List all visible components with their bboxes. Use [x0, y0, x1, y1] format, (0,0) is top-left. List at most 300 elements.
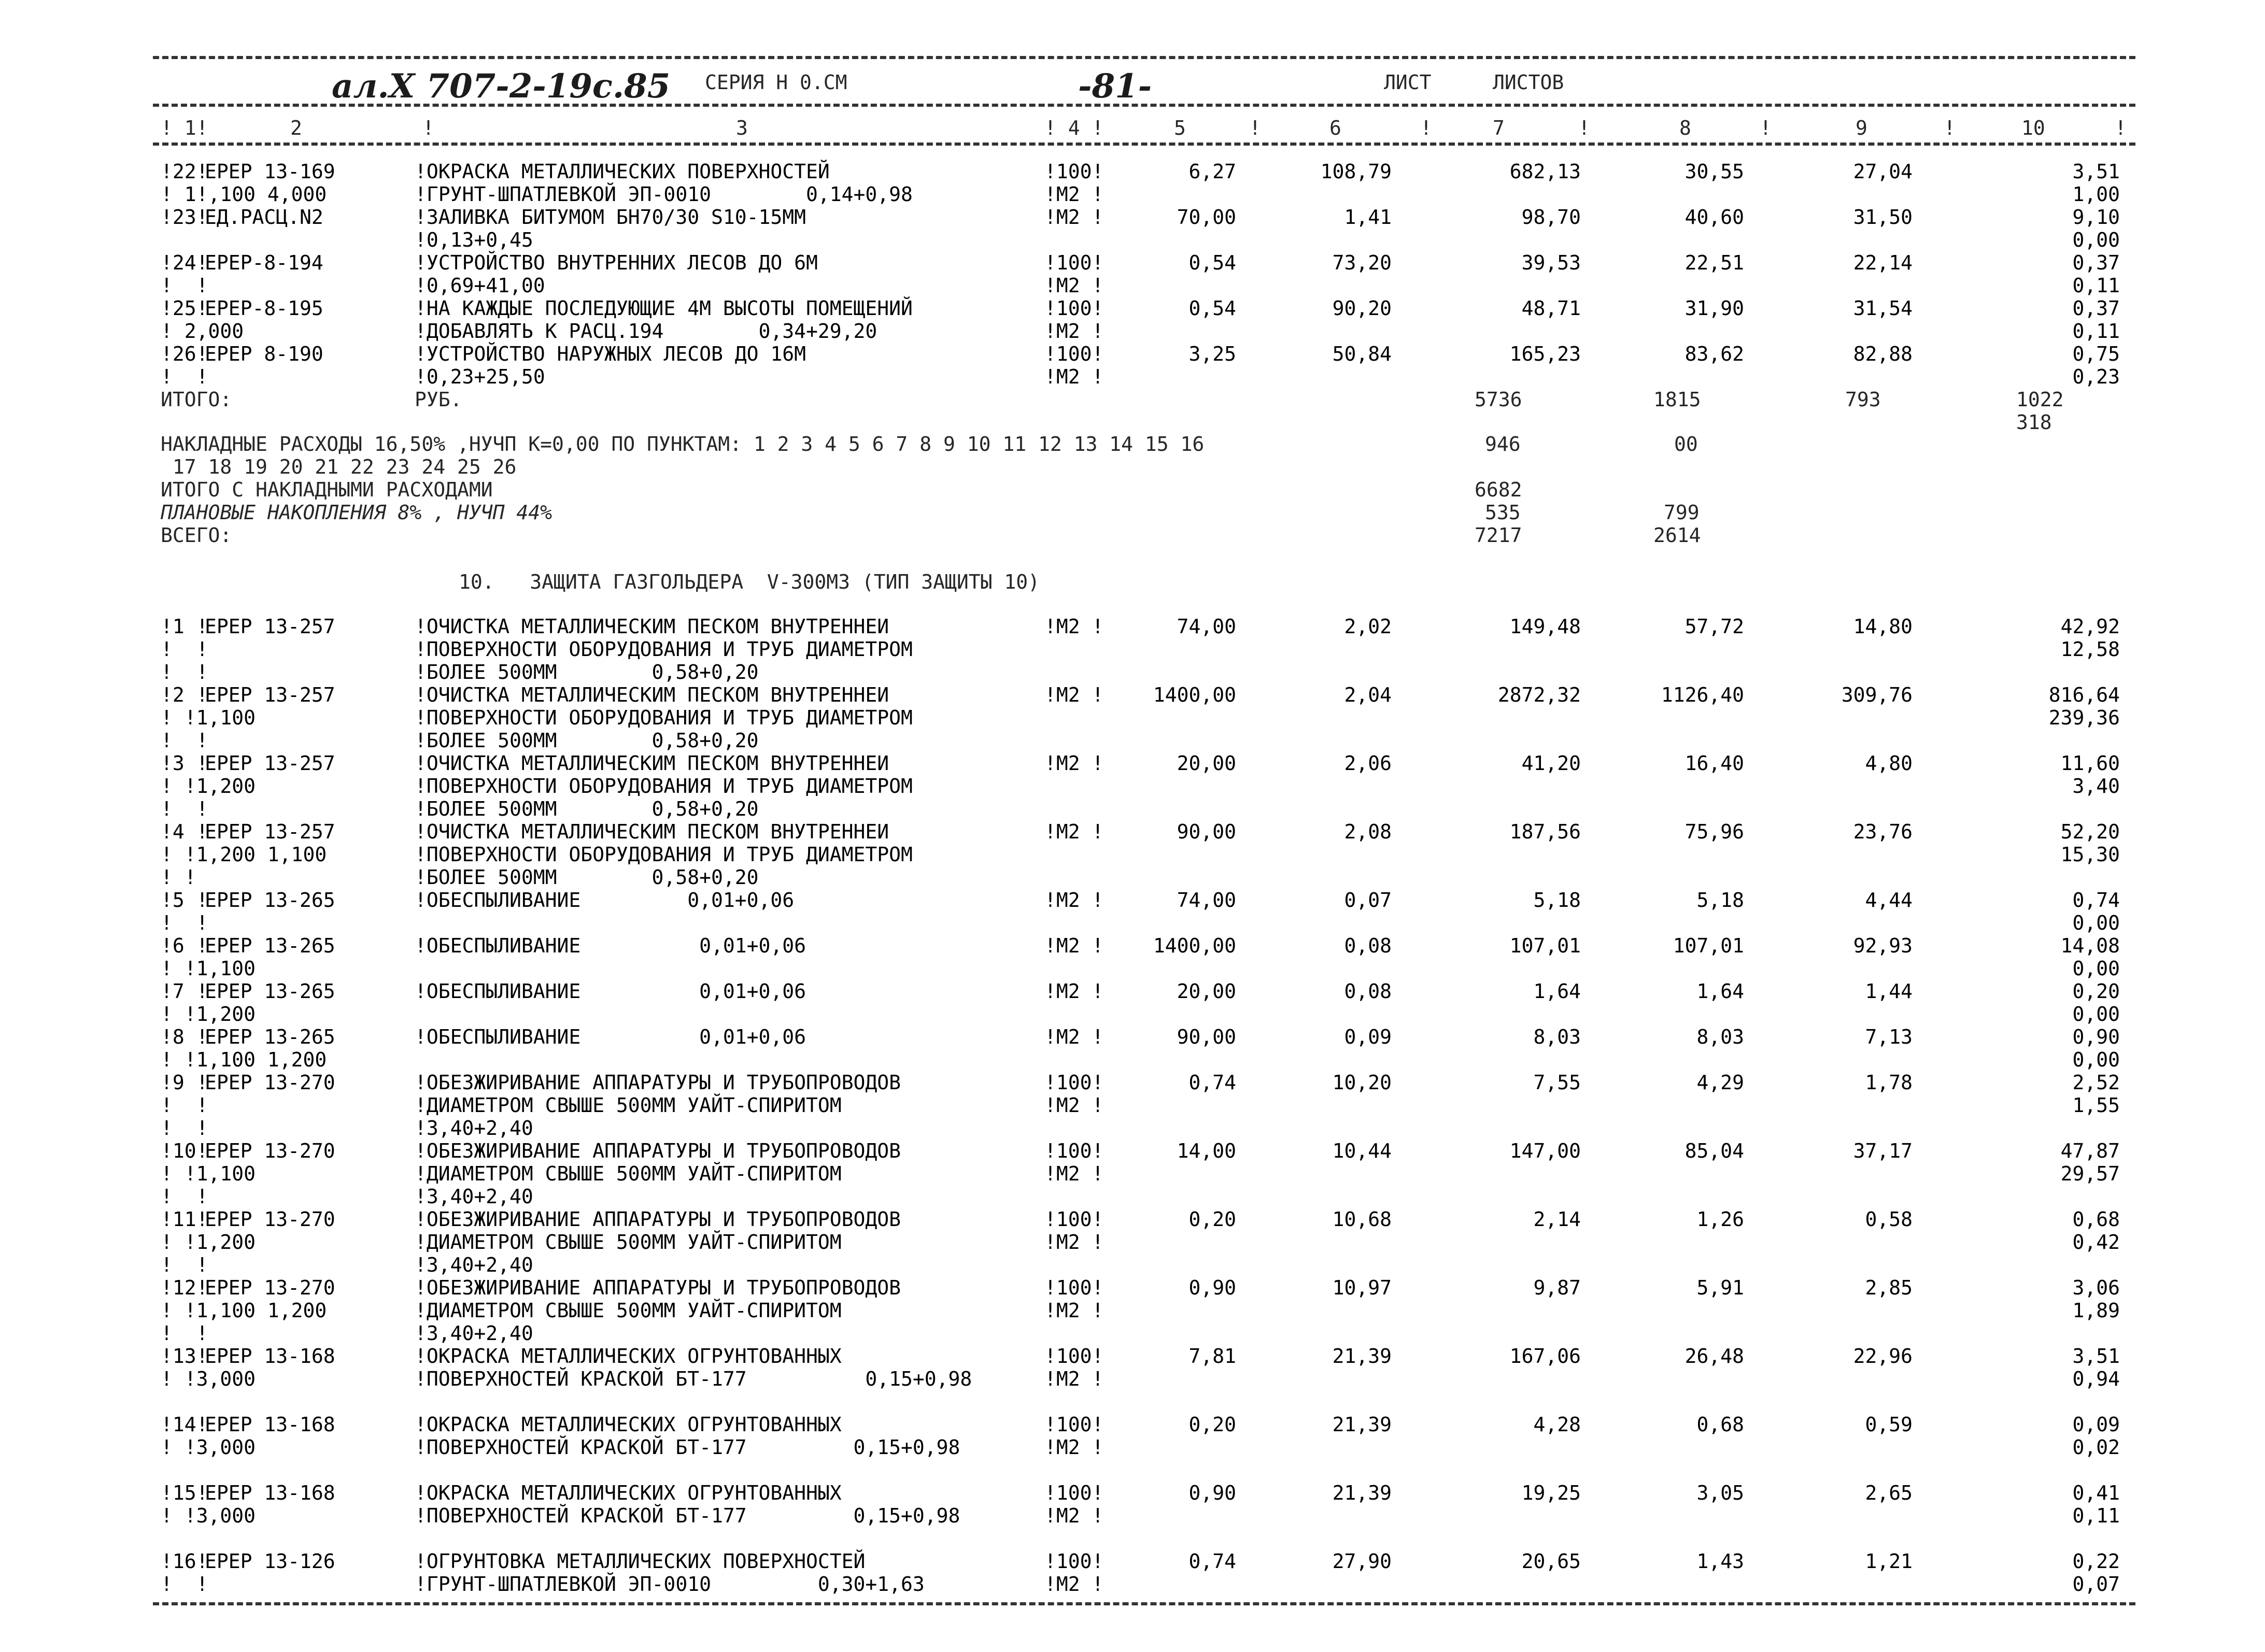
wages: 85,04: [1684, 1140, 1744, 1162]
overhead-line1: НАКЛАДНЫЕ РАСХОДЫ 16,50% ,НУЧП К=0,00 ПО ПУНКТАМ: 1 2 3 4 5 6 7 8 9 10 11 12 13 14 15 16: [161, 433, 1205, 455]
quantity: 1400,00: [1153, 934, 1236, 957]
row-number: !14!: [161, 1413, 208, 1436]
unit: !100!: [1044, 1482, 1104, 1504]
row-number: !22!: [161, 160, 208, 183]
machine-cost: 2,65: [1865, 1482, 1913, 1504]
unit: !М2 !: [1044, 752, 1104, 775]
unit-cost: 2,08: [1344, 820, 1392, 843]
work-description: !УСТРОЙСТВО НАРУЖНЫХ ЛЕСОВ ДО 16М: [415, 343, 806, 365]
machine-wages: 3,06: [2072, 1276, 2120, 1299]
unit-2: !М2 !: [1044, 1094, 1104, 1117]
itogo-label: ИТОГО:: [161, 388, 232, 411]
unit-cost: 10,97: [1332, 1276, 1392, 1299]
machine-wages-2: 0,00: [2072, 912, 2120, 934]
row-number: !1 !: [161, 615, 208, 638]
machine-wages: 0,41: [2072, 1482, 2120, 1504]
work-description: !ЗАЛИВКА БИТУМОМ БН70/30 S10-15ММ: [415, 206, 806, 229]
machine-cost: 0,58: [1865, 1208, 1913, 1231]
machine-wages-2: 15,30: [2060, 843, 2120, 866]
work-description: !НА КАЖДЫЕ ПОСЛЕДУЮЩИЕ 4М ВЫСОТЫ ПОМЕЩЕНИЙ: [415, 297, 913, 320]
machine-wages: 3,51: [2072, 160, 2120, 183]
rate-code: ЕРЕР-8-195: [205, 297, 323, 320]
wages: 31,90: [1684, 297, 1744, 320]
total-cost: 9,87: [1533, 1276, 1581, 1299]
column-number-rule: [153, 143, 2135, 146]
quantity: 0,54: [1188, 251, 1236, 274]
unit-cost: 10,44: [1332, 1140, 1392, 1162]
itogo-col9: 793: [1845, 388, 1881, 411]
wages: 26,48: [1684, 1345, 1744, 1368]
quantity: 74,00: [1177, 889, 1236, 912]
plan-label: ПЛАНОВЫЕ НАКОПЛЕНИЯ 8% , НУЧП 44%: [161, 501, 552, 524]
unit: !100!: [1044, 1140, 1104, 1162]
unit-cost: 10,68: [1332, 1208, 1392, 1231]
unit-2: !М2 !: [1044, 1162, 1104, 1185]
rate-code-extra: ! !: [161, 1117, 208, 1140]
work-description: !ОБЕСПЫЛИВАНИЕ 0,01+0,06: [415, 934, 806, 957]
total-cost: 149,48: [1509, 615, 1581, 638]
rate-code: ЕРЕР 13-168: [205, 1345, 335, 1368]
machine-wages: 0,20: [2072, 980, 2120, 1003]
rate-code-modifier: ! 1!,100 4,000: [161, 183, 327, 206]
unit-2: !М2 !: [1044, 1299, 1104, 1322]
row-number: !11!: [161, 1208, 208, 1231]
unit-2: !М2 !: [1044, 365, 1104, 388]
overhead-col7: 946: [1485, 433, 1521, 455]
itogo-col8: 1815: [1653, 388, 1701, 411]
column-number: !: [1760, 117, 1772, 139]
quantity: 90,00: [1177, 1026, 1236, 1048]
machine-cost: 1,21: [1865, 1550, 1913, 1573]
total-cost: 2872,32: [1497, 683, 1581, 706]
work-description-2: !0,69+41,00: [415, 274, 545, 297]
total-cost: 98,70: [1521, 206, 1581, 229]
rate-code-extra: ! !: [161, 729, 208, 752]
unit: !М2 !: [1044, 206, 1104, 229]
column-number: 7: [1493, 117, 1505, 139]
rate-code: ЕРЕР 13-126: [205, 1550, 335, 1573]
rate-code-modifier: ! !1,200: [161, 775, 256, 797]
unit-cost: 1,41: [1344, 206, 1392, 229]
rate-code-modifier: ! !1,100 1,200: [161, 1299, 327, 1322]
machine-wages-2: 0,23: [2072, 365, 2120, 388]
work-description-2: !ДИАМЕТРОМ СВЫШЕ 500ММ УАЙТ-СПИРИТОМ: [415, 1094, 842, 1117]
unit: !М2 !: [1044, 1026, 1104, 1048]
unit: !М2 !: [1044, 615, 1104, 638]
machine-wages-2: 0,00: [2072, 1003, 2120, 1026]
column-number: ! 1!: [161, 117, 208, 139]
work-description-2: !ПОВЕРХНОСТИ ОБОРУДОВАНИЯ И ТРУБ ДИАМЕТРОМ: [415, 638, 913, 661]
machine-cost: 2,85: [1865, 1276, 1913, 1299]
machine-wages: 0,74: [2072, 889, 2120, 912]
unit-cost: 27,90: [1332, 1550, 1392, 1573]
work-description-2: !ПОВЕРХНОСТИ ОБОРУДОВАНИЯ И ТРУБ ДИАМЕТРОМ: [415, 706, 913, 729]
sheet-label: ЛИСТ: [1384, 71, 1432, 94]
unit: !100!: [1044, 1550, 1104, 1573]
with-overhead-col7: 6682: [1475, 478, 1522, 501]
column-number: 2: [290, 117, 302, 139]
unit: !100!: [1044, 1413, 1104, 1436]
rate-code-modifier: ! !: [161, 365, 208, 388]
machine-wages: 0,22: [2072, 1550, 2120, 1573]
top-rule: [153, 56, 2135, 59]
machine-wages-2: 1,00: [2072, 183, 2120, 206]
wages: 1,64: [1696, 980, 1744, 1003]
unit: !100!: [1044, 1345, 1104, 1368]
work-description-3: !БОЛЕЕ 500ММ 0,58+0,20: [415, 661, 759, 683]
total-cost: 48,71: [1521, 297, 1581, 320]
rate-code-modifier: ! !: [161, 1573, 208, 1596]
unit-2: !М2 !: [1044, 1573, 1104, 1596]
quantity: 0,54: [1188, 297, 1236, 320]
column-number: !: [422, 117, 434, 139]
quantity: 74,00: [1177, 615, 1236, 638]
work-description-3: !3,40+2,40: [415, 1185, 533, 1208]
rate-code: ЕРЕР 13-168: [205, 1482, 335, 1504]
unit-cost: 0,08: [1344, 980, 1392, 1003]
wages: 5,91: [1696, 1276, 1744, 1299]
plan-col8: 799: [1664, 501, 1700, 524]
machine-wages: 0,90: [2072, 1026, 2120, 1048]
row-number: !2 !: [161, 683, 208, 706]
machine-wages-2: 239,36: [2048, 706, 2120, 729]
unit-cost: 108,79: [1320, 160, 1392, 183]
work-description: !ОЧИСТКА МЕТАЛЛИЧЕСКИМ ПЕСКОМ ВНУТРЕННЕИ: [415, 683, 889, 706]
quantity: 7,81: [1188, 1345, 1236, 1368]
rate-code-modifier: ! !1,200: [161, 1003, 256, 1026]
total-cost: 167,06: [1509, 1345, 1581, 1368]
section-title: 10. ЗАЩИТА ГАЗГОЛЬДЕРА V-300М3 (ТИП ЗАЩИТЫ 10): [459, 571, 1040, 593]
unit-cost: 2,02: [1344, 615, 1392, 638]
rate-code-modifier: ! !3,000: [161, 1436, 256, 1459]
machine-wages-2: 0,11: [2072, 1504, 2120, 1527]
row-number: !26!: [161, 343, 208, 365]
wages: 57,72: [1684, 615, 1744, 638]
work-description: !ОЧИСТКА МЕТАЛЛИЧЕСКИМ ПЕСКОМ ВНУТРЕННЕИ: [415, 752, 889, 775]
rate-code-modifier: ! !3,000: [161, 1504, 256, 1527]
unit-2: !М2 !: [1044, 183, 1104, 206]
work-description-3: !3,40+2,40: [415, 1254, 533, 1276]
work-description: !ОБЕСПЫЛИВАНИЕ 0,01+0,06: [415, 889, 795, 912]
unit: !100!: [1044, 160, 1104, 183]
unit-2: !М2 !: [1044, 1368, 1104, 1390]
quantity: 20,00: [1177, 980, 1236, 1003]
work-description-2: !ПОВЕРХНОСТИ ОБОРУДОВАНИЯ И ТРУБ ДИАМЕТРОМ: [415, 775, 913, 797]
work-description-3: !БОЛЕЕ 500ММ 0,58+0,20: [415, 797, 759, 820]
unit-2: !М2 !: [1044, 320, 1104, 343]
row-number: !16!: [161, 1550, 208, 1573]
rate-code: ЕРЕР 13-168: [205, 1413, 335, 1436]
column-number: 10: [2021, 117, 2045, 139]
row-number: !3 !: [161, 752, 208, 775]
wages: 4,29: [1696, 1071, 1744, 1094]
overhead-line2: 17 18 19 20 21 22 23 24 25 26: [161, 455, 517, 478]
row-number: !8 !: [161, 1026, 208, 1048]
machine-wages: 0,09: [2072, 1413, 2120, 1436]
rate-code-modifier: ! !3,000: [161, 1368, 256, 1390]
work-description-3: !3,40+2,40: [415, 1322, 533, 1345]
wages: 30,55: [1684, 160, 1744, 183]
work-description: !ОЧИСТКА МЕТАЛЛИЧЕСКИМ ПЕСКОМ ВНУТРЕННЕИ: [415, 820, 889, 843]
machine-cost: 0,59: [1865, 1413, 1913, 1436]
machine-wages-2: 0,00: [2072, 957, 2120, 980]
work-description-2: !ПОВЕРХНОСТЕЙ КРАСКОЙ БТ-177 0,15+0,98: [415, 1368, 972, 1390]
rate-code: ЕРЕР 13-270: [205, 1208, 335, 1231]
column-number: 8: [1679, 117, 1691, 139]
wages: 1126,40: [1661, 683, 1744, 706]
work-description: !ОБЕЗЖИРИВАНИЕ АППАРАТУРЫ И ТРУБОПРОВОДОВ: [415, 1140, 901, 1162]
rate-code-extra: ! !: [161, 1254, 208, 1276]
machine-cost: 4,80: [1865, 752, 1913, 775]
rate-code-modifier: ! !: [161, 638, 208, 661]
unit-cost: 2,04: [1344, 683, 1392, 706]
total-cost: 7,55: [1533, 1071, 1581, 1094]
machine-wages: 14,08: [2060, 934, 2120, 957]
work-description: !ОЧИСТКА МЕТАЛЛИЧЕСКИМ ПЕСКОМ ВНУТРЕННЕИ: [415, 615, 889, 638]
quantity: 0,20: [1188, 1413, 1236, 1436]
quantity: 20,00: [1177, 752, 1236, 775]
machine-cost: 309,76: [1841, 683, 1913, 706]
quantity: 0,90: [1188, 1482, 1236, 1504]
wages: 22,51: [1684, 251, 1744, 274]
unit: !М2 !: [1044, 820, 1104, 843]
machine-wages: 0,37: [2072, 297, 2120, 320]
rate-code: ЕРЕР 13-270: [205, 1071, 335, 1094]
row-number: !10!: [161, 1140, 208, 1162]
column-number: !: [1420, 117, 1432, 139]
machine-cost: 23,76: [1853, 820, 1913, 843]
quantity: 3,25: [1188, 343, 1236, 365]
column-number: !: [1249, 117, 1261, 139]
rate-code: ЕРЕР 13-270: [205, 1140, 335, 1162]
machine-cost: 31,54: [1853, 297, 1913, 320]
work-description: !ОКРАСКА МЕТАЛЛИЧЕСКИХ ПОВЕРХНОСТЕЙ: [415, 160, 830, 183]
work-description: !УСТРОЙСТВО ВНУТРЕННИХ ЛЕСОВ ДО 6М: [415, 251, 818, 274]
unit: !М2 !: [1044, 934, 1104, 957]
rate-code: ЕРЕР 13-270: [205, 1276, 335, 1299]
overhead-col8: 00: [1674, 433, 1698, 455]
table-row: [0, 1551, 2265, 1634]
machine-wages-2: 0,02: [2072, 1436, 2120, 1459]
column-number: 9: [1856, 117, 1867, 139]
work-description-2: !ДИАМЕТРОМ СВЫШЕ 500ММ УАЙТ-СПИРИТОМ: [415, 1299, 842, 1322]
machine-cost: 27,04: [1853, 160, 1913, 183]
work-description-2: !ГРУНТ-ШПАТЛЕВКОЙ ЭП-0010 0,14+0,98: [415, 183, 913, 206]
quantity: 0,74: [1188, 1071, 1236, 1094]
work-description-3: !3,40+2,40: [415, 1117, 533, 1140]
machine-wages: 52,20: [2060, 820, 2120, 843]
machine-wages-2: 3,40: [2072, 775, 2120, 797]
machine-wages: 2,52: [2072, 1071, 2120, 1094]
work-description-2: !ГРУНТ-ШПАТЛЕВКОЙ ЭП-0010 0,30+1,63: [415, 1573, 925, 1596]
machine-wages-2: 0,42: [2072, 1231, 2120, 1254]
unit-2: !М2 !: [1044, 1436, 1104, 1459]
rate-code: ЕРЕР 13-265: [205, 980, 335, 1003]
work-description-2: !ПОВЕРХНОСТЕЙ КРАСКОЙ БТ-177 0,15+0,98: [415, 1436, 960, 1459]
work-description: !ОГРУНТОВКА МЕТАЛЛИЧЕСКИХ ПОВЕРХНОСТЕЙ: [415, 1550, 866, 1573]
wages: 8,03: [1696, 1026, 1744, 1048]
total-cost: 682,13: [1509, 160, 1581, 183]
unit-cost: 21,39: [1332, 1345, 1392, 1368]
machine-cost: 37,17: [1853, 1140, 1913, 1162]
wages: 75,96: [1684, 820, 1744, 843]
itogo-rub: РУБ.: [415, 388, 462, 411]
unit-cost: 90,20: [1332, 297, 1392, 320]
column-number: ! 4 !: [1044, 117, 1104, 139]
total-cost: 2,14: [1533, 1208, 1581, 1231]
rate-code: ЕРЕР 13-265: [205, 889, 335, 912]
total-col8: 2614: [1653, 524, 1701, 547]
wages: 107,01: [1673, 934, 1744, 957]
unit: !100!: [1044, 1208, 1104, 1231]
rate-code: ЕРЕР 13-257: [205, 683, 335, 706]
machine-wages: 42,92: [2060, 615, 2120, 638]
machine-cost: 7,13: [1865, 1026, 1913, 1048]
rate-code-modifier: ! 2,000: [161, 320, 244, 343]
machine-wages: 9,10: [2072, 206, 2120, 229]
machine-wages-2: 0,00: [2072, 1048, 2120, 1071]
rate-code-modifier: ! !1,100: [161, 706, 256, 729]
column-number: 5: [1174, 117, 1186, 139]
machine-wages-2: 0,94: [2072, 1368, 2120, 1390]
rate-code: ЕРЕР 13-169: [205, 160, 335, 183]
rate-code-extra: ! !: [161, 1185, 208, 1208]
machine-wages-2: 0,11: [2072, 320, 2120, 343]
total-cost: 39,53: [1521, 251, 1581, 274]
rate-code: ЕРЕР 13-265: [205, 1026, 335, 1048]
unit-cost: 10,20: [1332, 1071, 1392, 1094]
quantity: 1400,00: [1153, 683, 1236, 706]
work-description-2: !0,13+0,45: [415, 229, 533, 251]
work-description: !ОКРАСКА МЕТАЛЛИЧЕСКИХ ОГРУНТОВАННЫХ: [415, 1345, 842, 1368]
machine-wages: 0,68: [2072, 1208, 2120, 1231]
row-number: !4 !: [161, 820, 208, 843]
quantity: 0,90: [1188, 1276, 1236, 1299]
machine-wages: 0,75: [2072, 343, 2120, 365]
rate-code-modifier: ! !1,100: [161, 957, 256, 980]
wages: 83,62: [1684, 343, 1744, 365]
unit: !100!: [1044, 297, 1104, 320]
work-description-2: !0,23+25,50: [415, 365, 545, 388]
work-description: !ОКРАСКА МЕТАЛЛИЧЕСКИХ ОГРУНТОВАННЫХ: [415, 1413, 842, 1436]
machine-wages: 816,64: [2048, 683, 2120, 706]
row-number: !6 !: [161, 934, 208, 957]
total-cost: 41,20: [1521, 752, 1581, 775]
rate-code-modifier: ! !1,200 1,100: [161, 843, 327, 866]
unit: !М2 !: [1044, 683, 1104, 706]
column-number: 3: [736, 117, 748, 139]
work-description: !ОБЕЗЖИРИВАНИЕ АППАРАТУРЫ И ТРУБОПРОВОДОВ: [415, 1276, 901, 1299]
with-overhead-label: ИТОГО С НАКЛАДНЫМИ РАСХОДАМИ: [161, 478, 493, 501]
quantity: 6,27: [1188, 160, 1236, 183]
unit: !100!: [1044, 343, 1104, 365]
machine-wages-2: 1,89: [2072, 1299, 2120, 1322]
rate-code-extra: ! !: [161, 1322, 208, 1345]
rate-code-modifier: ! !: [161, 912, 208, 934]
work-description-3: !БОЛЕЕ 500ММ 0,58+0,20: [415, 729, 759, 752]
rate-code: ЕД.РАСЦ.N2: [205, 206, 323, 229]
row-number: !5 !: [161, 889, 208, 912]
machine-cost: 22,96: [1853, 1345, 1913, 1368]
work-description: !ОБЕСПЫЛИВАНИЕ 0,01+0,06: [415, 1026, 806, 1048]
machine-cost: 22,14: [1853, 251, 1913, 274]
unit: !100!: [1044, 1071, 1104, 1094]
itogo-col10b: 318: [2016, 411, 2052, 434]
unit: !100!: [1044, 251, 1104, 274]
unit-cost: 50,84: [1332, 343, 1392, 365]
total-cost: 187,56: [1509, 820, 1581, 843]
series-label: СЕРИЯ Н 0.СМ: [705, 71, 847, 94]
machine-cost: 14,80: [1853, 615, 1913, 638]
wages: 16,40: [1684, 752, 1744, 775]
rate-code-extra: ! !: [161, 797, 208, 820]
row-number: !7 !: [161, 980, 208, 1003]
total-cost: 5,18: [1533, 889, 1581, 912]
work-description: !ОКРАСКА МЕТАЛЛИЧЕСКИХ ОГРУНТОВАННЫХ: [415, 1482, 842, 1504]
wages: 0,68: [1696, 1413, 1744, 1436]
total-cost: 1,64: [1533, 980, 1581, 1003]
unit-cost: 21,39: [1332, 1413, 1392, 1436]
work-description: !ОБЕСПЫЛИВАНИЕ 0,01+0,06: [415, 980, 806, 1003]
rate-code-extra: ! !: [161, 661, 208, 683]
work-description-2: !ДИАМЕТРОМ СВЫШЕ 500ММ УАЙТ-СПИРИТОМ: [415, 1162, 842, 1185]
rate-code-modifier: ! !1,100 1,200: [161, 1048, 327, 1071]
rate-code-modifier: ! !: [161, 274, 208, 297]
row-number: !9 !: [161, 1071, 208, 1094]
unit-2: !М2 !: [1044, 274, 1104, 297]
rate-code: ЕРЕР 8-190: [205, 343, 323, 365]
sheets-label: ЛИСТОВ: [1493, 71, 1564, 94]
unit-2: !М2 !: [1044, 1504, 1104, 1527]
itogo-col10a: 1022: [2016, 388, 2064, 411]
total-cost: 8,03: [1533, 1026, 1581, 1048]
unit-cost: 0,09: [1344, 1026, 1392, 1048]
unit-2: !М2 !: [1044, 1231, 1104, 1254]
work-description-2: !ДИАМЕТРОМ СВЫШЕ 500ММ УАЙТ-СПИРИТОМ: [415, 1231, 842, 1254]
work-description: !ОБЕЗЖИРИВАНИЕ АППАРАТУРЫ И ТРУБОПРОВОДОВ: [415, 1208, 901, 1231]
column-number: 6: [1329, 117, 1341, 139]
unit-cost: 21,39: [1332, 1482, 1392, 1504]
rate-code: ЕРЕР 13-257: [205, 615, 335, 638]
row-number: !13!: [161, 1345, 208, 1368]
rate-code: ЕРЕР 13-257: [205, 752, 335, 775]
total-cost: 147,00: [1509, 1140, 1581, 1162]
machine-wages: 47,87: [2060, 1140, 2120, 1162]
total-cost: 19,25: [1521, 1482, 1581, 1504]
machine-wages: 0,37: [2072, 251, 2120, 274]
total-col7: 7217: [1475, 524, 1522, 547]
work-description: !ОБЕЗЖИРИВАНИЕ АППАРАТУРЫ И ТРУБОПРОВОДОВ: [415, 1071, 901, 1094]
machine-cost: 1,78: [1865, 1071, 1913, 1094]
document-code: ал.Х 707-2-19с.85: [332, 67, 671, 106]
unit-cost: 73,20: [1332, 251, 1392, 274]
machine-cost: 31,50: [1853, 206, 1913, 229]
page-number: -81-: [1078, 67, 1152, 106]
total-label: ВСЕГО:: [161, 524, 232, 547]
rate-code-modifier: ! !1,100: [161, 1162, 256, 1185]
rate-code: ЕРЕР-8-194: [205, 251, 323, 274]
work-description-2: !ПОВЕРХНОСТЕЙ КРАСКОЙ БТ-177 0,15+0,98: [415, 1504, 960, 1527]
wages: 1,43: [1696, 1550, 1744, 1573]
row-number: !15!: [161, 1482, 208, 1504]
work-description-2: !ДОБАВЛЯТЬ К РАСЦ.194 0,34+29,20: [415, 320, 877, 343]
row-number: !12!: [161, 1276, 208, 1299]
quantity: 70,00: [1177, 206, 1236, 229]
unit-cost: 0,07: [1344, 889, 1392, 912]
work-description-2: !ПОВЕРХНОСТИ ОБОРУДОВАНИЯ И ТРУБ ДИАМЕТРОМ: [415, 843, 913, 866]
row-number: !25!: [161, 297, 208, 320]
unit: !М2 !: [1044, 980, 1104, 1003]
